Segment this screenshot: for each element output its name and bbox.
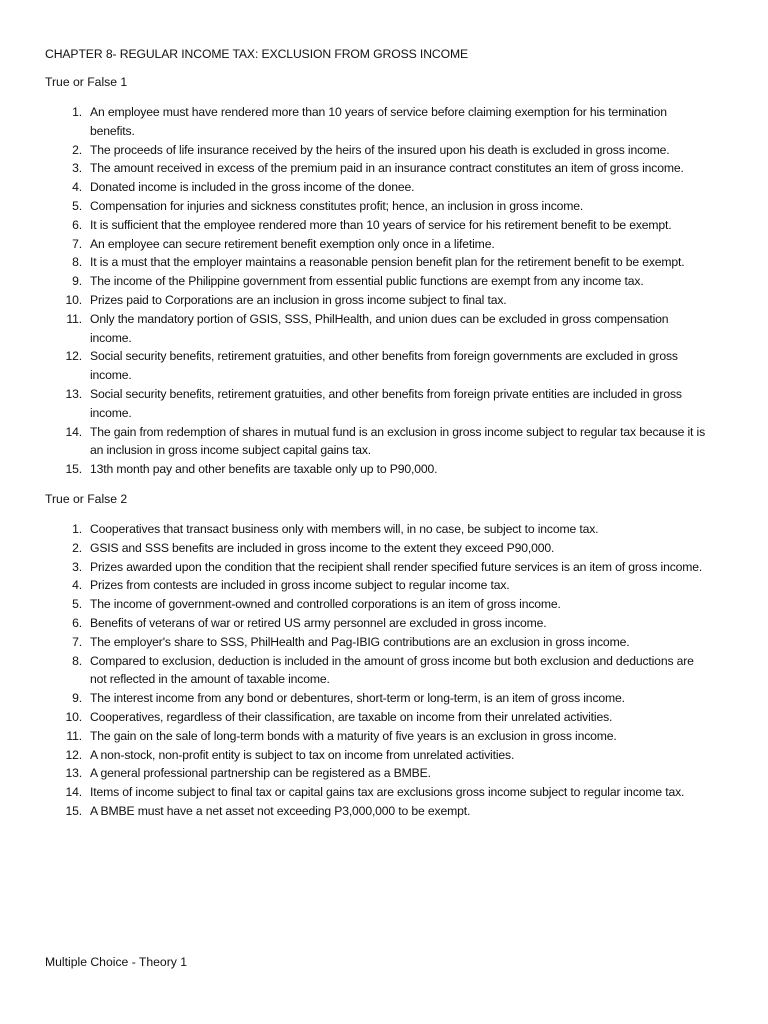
item-number: 2.: [72, 540, 82, 555]
list-item: [45, 633, 708, 652]
question-list: [45, 103, 708, 479]
list-item: [45, 652, 708, 690]
list-item: [45, 802, 708, 821]
item-text: Prizes paid to Corporations are an inclusion in gross income subject to final tax.: [90, 292, 507, 307]
list-item: [45, 558, 708, 577]
item-text: The income of the Philippine government from essential public functions are exempt from any income tax.: [90, 274, 644, 289]
list-item: [45, 272, 708, 291]
item-text: The interest income from any bond or debentures, short-term or long-term, is an item of gross income.: [90, 691, 625, 706]
list-item: [45, 595, 708, 614]
item-number: 6.: [72, 615, 82, 630]
list-item: [45, 197, 708, 216]
item-text: GSIS and SSS benefits are included in gross income to the extent they exceed P90,000.: [90, 540, 555, 555]
item-number: 13.: [65, 386, 82, 401]
list-item: [45, 291, 708, 310]
item-number: 7.: [72, 236, 82, 251]
list-item: [45, 746, 708, 765]
item-number: 1.: [72, 521, 82, 536]
item-number: 11.: [66, 728, 82, 743]
item-text: Cooperatives that transact business only with members will, in no case, be subject to income tax.: [90, 521, 599, 536]
list-item: [45, 216, 708, 235]
item-number: 10.: [65, 292, 82, 307]
item-number: 8.: [72, 255, 82, 270]
list-item: [45, 253, 708, 272]
item-text: Benefits of veterans of war or retired US army personnel are excluded in gross income.: [90, 615, 547, 630]
list-item: [45, 460, 708, 479]
item-text: Social security benefits, retirement gratuities, and other benefits from foreign private entities are included in gross income.: [90, 386, 682, 420]
list-item: [45, 520, 708, 539]
list-item: [45, 689, 708, 708]
list-item: [45, 423, 708, 461]
item-number: 2.: [72, 142, 82, 157]
item-text: The proceeds of life insurance received by the heirs of the insured upon his death is excluded in gross income.: [90, 142, 670, 157]
item-text: Only the mandatory portion of GSIS, SSS, PhilHealth, and union dues can be excluded in gross compensation income.: [90, 311, 669, 345]
item-text: 13th month pay and other benefits are taxable only up to P90,000.: [90, 462, 438, 477]
list-item: [45, 539, 708, 558]
item-number: 3.: [72, 559, 82, 574]
item-text: A general professional partnership can be registered as a BMBE.: [90, 766, 431, 781]
item-text: An employee must have rendered more than 10 years of service before claiming exemption for his termination benefits.: [90, 105, 667, 138]
item-text: Compared to exclusion, deduction is included in the amount of gross income but both exclusion and deductions are not reflected in the amount of taxable income.: [90, 653, 694, 687]
item-number: 15.: [65, 462, 82, 477]
item-number: 12.: [65, 747, 82, 762]
item-text: The gain on the sale of long-term bonds with a maturity of five years is an exclusion in gross income.: [90, 728, 617, 743]
question-list: [45, 520, 708, 821]
item-text: Prizes awarded upon the condition that the recipient shall render specified future services is an item of gross income.: [90, 559, 703, 574]
list-item: [45, 708, 708, 727]
item-text: Social security benefits, retirement gratuities, and other benefits from foreign governments are excluded in gross income.: [90, 349, 678, 383]
item-number: 14.: [65, 785, 82, 800]
item-number: 4.: [72, 578, 82, 593]
list-item: [45, 727, 708, 746]
item-number: 8.: [72, 653, 82, 668]
item-text: The gain from redemption of shares in mutual fund is an exclusion in gross income subject to regular tax because it is an inclusion in gross income subject capital gains tax.: [90, 424, 706, 458]
item-text: A non-stock, non-profit entity is subject to tax on income from unrelated activities.: [90, 747, 515, 762]
item-number: 13.: [65, 766, 82, 781]
item-number: 5.: [72, 597, 82, 612]
list-item: [45, 764, 708, 783]
item-text: Donated income is included in the gross income of the donee.: [90, 180, 415, 195]
item-text: Prizes from contests are included in gross income subject to regular income tax.: [90, 578, 510, 593]
item-text: The income of government-owned and controlled corporations is an item of gross income.: [90, 597, 561, 612]
list-item: [45, 178, 708, 197]
item-number: 12.: [65, 349, 82, 364]
section-heading: True or False 1: [45, 75, 128, 89]
list-item: [45, 614, 708, 633]
item-text: Items of income subject to final tax or capital gains tax are exclusions gross income subject to regular income tax.: [90, 785, 685, 800]
item-text: Compensation for injuries and sickness constitutes profit; hence, an inclusion in gross income.: [90, 198, 584, 213]
list-item: [45, 103, 708, 141]
item-number: 6.: [72, 217, 82, 232]
item-number: 5.: [72, 198, 82, 213]
item-text: Cooperatives, regardless of their classification, are taxable on income from their unrelated activities.: [90, 709, 613, 724]
item-text: The employer's share to SSS, PhilHealth and Pag-IBIG contributions are an exclusion in gross income.: [90, 634, 630, 649]
item-number: 9.: [72, 274, 82, 289]
item-text: It is sufficient that the employee rendered more than 10 years of service for his retirement benefit to be exempt.: [90, 217, 672, 232]
item-number: 3.: [72, 161, 82, 176]
list-item: [45, 576, 708, 595]
item-number: 11.: [66, 311, 82, 326]
list-item: [45, 141, 708, 160]
item-text: The amount received in excess of the premium paid in an insurance contract constitutes an item of gross income.: [90, 161, 684, 176]
item-number: 7.: [72, 634, 82, 649]
sections-container: [45, 74, 708, 821]
item-number: 4.: [72, 180, 82, 195]
item-text: A BMBE must have a net asset not exceeding P3,000,000 to be exempt.: [90, 803, 471, 818]
page-title: CHAPTER 8- REGULAR INCOME TAX: EXCLUSION FROM GROSS INCOME: [45, 47, 469, 61]
item-text: An employee can secure retirement benefit exemption only once in a lifetime.: [90, 236, 495, 251]
list-item: [45, 235, 708, 254]
item-text: It is a must that the employer maintains a reasonable pension benefit plan for the retirement benefit to be exempt.: [90, 255, 685, 270]
list-item: [45, 347, 708, 385]
section-heading: True or False 2: [45, 491, 128, 506]
item-number: 9.: [72, 691, 82, 706]
list-item: [45, 385, 708, 423]
item-number: 10.: [65, 709, 82, 724]
next-section-heading: Multiple Choice - Theory 1: [45, 955, 188, 969]
list-item: [45, 159, 708, 178]
list-item: [45, 783, 708, 802]
list-item: [45, 310, 708, 348]
item-number: 1.: [72, 105, 82, 119]
item-number: 15.: [65, 803, 82, 818]
item-number: 14.: [65, 424, 82, 439]
